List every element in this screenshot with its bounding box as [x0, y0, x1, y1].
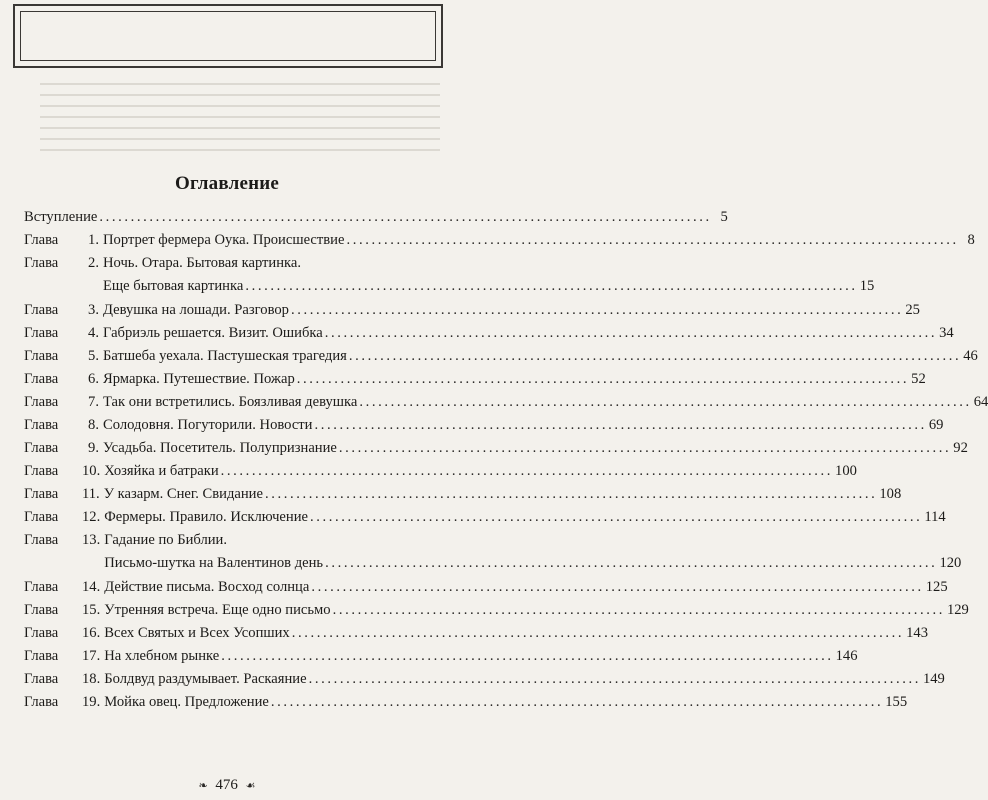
chapter-entry	[104, 622, 928, 645]
chapter-number: 16.	[82, 625, 101, 641]
toc-page-number: 69	[928, 417, 944, 433]
chapter-entry	[104, 668, 945, 691]
toc-page-number: 15	[859, 278, 875, 294]
chapter-entry-line	[104, 460, 857, 483]
toc-page-number: 108	[879, 486, 902, 502]
chapter-label: Глава	[24, 440, 59, 456]
ornament-left-icon: ❧	[198, 780, 208, 793]
chapter-title: Болдвуд раздумывает. Раскаяние	[104, 671, 307, 687]
chapter-label: Глава	[24, 671, 59, 687]
dot-leader: ..................................................................................................	[324, 325, 938, 341]
chapter-label: Глава	[24, 371, 59, 387]
chapter-title: Утренняя встреча. Еще одно письмо	[104, 602, 331, 618]
chapter-label: Глава	[24, 486, 59, 502]
toc-chapter-row[interactable]	[24, 668, 945, 691]
chapter-title: Всех Святых и Всех Усопших	[104, 625, 290, 641]
dot-leader: ..................................................................................................	[291, 625, 905, 641]
chapter-entry-line	[104, 529, 961, 552]
toc-chapter-row[interactable]	[24, 414, 944, 437]
chapter-entry-line	[103, 275, 874, 298]
toc-chapter-row[interactable]	[24, 252, 875, 299]
toc-chapter-list	[24, 229, 988, 714]
chapter-entry	[103, 414, 943, 437]
chapter-label: Глава	[24, 648, 59, 664]
chapter-label: Глава	[24, 255, 59, 271]
toc-page-number: 146	[835, 648, 858, 664]
toc-page-number: 100	[835, 463, 857, 479]
toc-intro-row[interactable]	[24, 206, 728, 229]
chapter-label: Глава	[24, 417, 59, 433]
chapter-label: Глава	[24, 394, 59, 410]
chapter-number: 6.	[88, 371, 99, 387]
chapter-entry	[103, 252, 874, 298]
toc-page-number: 129	[946, 602, 969, 618]
chapter-title: Гадание по Библии.	[104, 532, 228, 548]
bleed-line	[40, 83, 440, 85]
chapter-title: На хлебном рынке	[104, 648, 220, 664]
chapter-entry-line	[103, 299, 920, 322]
toc-page-number: 92	[953, 440, 968, 456]
chapter-entry-line	[104, 552, 961, 575]
dot-leader: ..................................................................................................	[332, 602, 945, 618]
chapter-title: Ярмарка. Путешествие. Пожар	[103, 371, 295, 387]
chapter-number: 3.	[88, 302, 99, 318]
chapter-entry	[104, 529, 961, 575]
chapter-label: Глава	[24, 579, 59, 595]
toc-chapter-row[interactable]	[24, 322, 954, 345]
chapter-number: 17.	[82, 648, 101, 664]
chapter-title: Габриэль решается. Визит. Ошибка	[103, 325, 323, 341]
bleed-line	[40, 116, 440, 118]
chapter-entry-line	[103, 437, 968, 460]
chapter-entry	[103, 391, 988, 414]
decorative-frame-inner	[20, 11, 436, 61]
chapter-number: 15.	[82, 602, 101, 618]
chapter-entry	[104, 506, 945, 529]
dot-leader: ..................................................................................................	[346, 232, 959, 248]
toc-page-number: 46	[963, 348, 978, 364]
chapter-entry-line	[104, 622, 928, 645]
dot-leader: ..................................................................................................	[290, 302, 904, 318]
chapter-entry-line	[104, 483, 902, 506]
toc-page-number: 114	[924, 509, 946, 525]
toc-chapter-row[interactable]	[24, 460, 857, 483]
chapter-number: 2.	[88, 255, 99, 271]
chapter-label: Глава	[24, 602, 59, 618]
chapter-title: Так они встретились. Боязливая девушка	[103, 394, 358, 410]
chapter-number: 18.	[82, 671, 101, 687]
chapter-entry-line	[103, 414, 943, 437]
toc-page-number: 143	[906, 625, 928, 641]
chapter-entry-line	[104, 691, 907, 714]
chapter-number: 10.	[82, 463, 101, 479]
toc-chapter-row[interactable]	[24, 506, 946, 529]
toc-page-number: 52	[911, 371, 926, 387]
chapter-entry	[104, 576, 947, 599]
dot-leader: ..................................................................................................	[348, 348, 962, 364]
chapter-entry	[104, 460, 857, 483]
chapter-entry-line	[103, 391, 988, 414]
chapter-entry-line	[104, 645, 857, 668]
decorative-frame	[13, 4, 443, 68]
toc-page-number: 125	[925, 579, 948, 595]
bleed-line	[40, 127, 440, 129]
chapter-label: Глава	[24, 509, 59, 525]
toc-page-number: 120	[939, 555, 962, 571]
chapter-title: Действие письма. Восход солнца	[104, 579, 310, 595]
toc-page-number: 5	[720, 209, 728, 225]
chapter-title: Солодовня. Погуторили. Новости	[103, 417, 313, 433]
toc-page-number: 64	[973, 394, 988, 410]
toc-chapter-row[interactable]	[24, 622, 928, 645]
dot-leader: ..................................................................................................	[359, 394, 972, 410]
chapter-title: Портрет фермера Оука. Происшествие	[103, 232, 345, 248]
toc-page-number: 25	[905, 302, 920, 318]
dot-leader: ..................................................................................................	[308, 671, 921, 687]
chapter-label: Глава	[24, 532, 59, 548]
dot-leader: ..................................................................................................	[338, 440, 952, 456]
toc-chapter-row[interactable]	[24, 368, 926, 391]
chapter-title: Хозяйка и батраки	[104, 463, 219, 479]
dot-leader: ..................................................................................................	[220, 463, 834, 479]
chapter-label: Глава	[24, 302, 59, 318]
toc-chapter-row[interactable]	[24, 229, 975, 252]
bleed-through-text	[40, 74, 440, 164]
chapter-title: Фермеры. Правило. Исключение	[104, 509, 308, 525]
chapter-entry-line	[104, 576, 947, 599]
chapter-title: У казарм. Снег. Свидание	[103, 486, 263, 502]
chapter-entry	[104, 645, 857, 668]
page-number: 476	[215, 777, 238, 793]
chapter-label: Глава	[24, 232, 59, 248]
dot-leader: ..................................................................................................	[314, 417, 927, 433]
table-of-contents	[24, 206, 988, 714]
dot-leader: ..................................................................................................	[221, 648, 834, 664]
chapter-number: 12.	[82, 509, 101, 525]
dot-leader: ..................................................................................................	[264, 486, 878, 502]
bleed-line	[40, 94, 440, 96]
chapter-label: Глава	[24, 325, 59, 341]
toc-chapter-row[interactable]	[24, 599, 969, 622]
chapter-entry	[103, 299, 920, 322]
chapter-entry	[103, 345, 978, 368]
dot-leader: ..................................................................................................	[270, 694, 884, 710]
bleed-line	[40, 105, 440, 107]
toc-chapter-row[interactable]	[24, 391, 988, 414]
chapter-number: 13.	[82, 532, 101, 548]
bleed-line	[40, 149, 440, 151]
toc-heading: Оглавление	[174, 173, 280, 194]
chapter-label: Глава	[24, 463, 59, 479]
chapter-number: 9.	[88, 440, 99, 456]
chapter-entry-line	[103, 368, 926, 391]
toc-page-number: 34	[939, 325, 954, 341]
chapter-label: Глава	[24, 625, 59, 641]
chapter-title: Мойка овец. Предложение	[104, 694, 269, 710]
chapter-entry	[104, 483, 902, 506]
chapter-number: 11.	[82, 486, 100, 502]
chapter-entry-line	[103, 345, 978, 368]
toc-chapter-row[interactable]	[24, 299, 920, 322]
chapter-entry-line	[103, 322, 954, 345]
chapter-entry	[103, 437, 968, 460]
chapter-number: 1.	[88, 232, 99, 248]
toc-chapter-row[interactable]	[24, 576, 948, 599]
chapter-number: 19.	[82, 694, 101, 710]
chapter-entry	[103, 229, 975, 252]
ornament-right-icon: ☙	[245, 780, 256, 793]
bleed-line	[40, 138, 440, 140]
chapter-title: Батшеба уехала. Пастушеская трагедия	[103, 348, 347, 364]
chapter-entry-line	[103, 229, 975, 252]
toc-chapter-row[interactable]	[24, 645, 858, 668]
chapter-title: Письмо-шутка на Валентинов день	[104, 555, 324, 571]
dot-leader: ..................................................................................................	[99, 209, 712, 225]
toc-intro-title: Вступление	[24, 209, 98, 225]
chapter-number: 4.	[88, 325, 99, 341]
chapter-entry-line	[103, 252, 874, 275]
dot-leader: ..................................................................................................	[311, 579, 924, 595]
chapter-title: Усадьба. Посетитель. Полупризнание	[103, 440, 337, 456]
toc-chapter-row[interactable]	[24, 437, 968, 460]
chapter-entry	[104, 691, 907, 714]
toc-chapter-row[interactable]	[24, 691, 908, 714]
chapter-number: 5.	[88, 348, 99, 364]
toc-page-number: 8	[967, 232, 975, 248]
chapter-number: 14.	[82, 579, 101, 595]
chapter-entry	[104, 599, 969, 622]
chapter-number: 8.	[88, 417, 99, 433]
page-footer	[0, 777, 454, 794]
toc-page-number: 155	[885, 694, 908, 710]
toc-page-number: 149	[922, 671, 945, 687]
toc-chapter-row[interactable]	[24, 345, 978, 368]
dot-leader: ..................................................................................................	[296, 371, 910, 387]
chapter-entry	[103, 368, 926, 391]
dot-leader: ..................................................................................................	[310, 509, 923, 525]
chapter-entry	[103, 322, 954, 345]
toc-chapter-row[interactable]	[24, 529, 962, 576]
chapter-entry-line	[104, 599, 969, 622]
chapter-label: Глава	[24, 348, 59, 364]
toc-chapter-row[interactable]	[24, 483, 902, 506]
chapter-entry-line	[104, 506, 945, 529]
chapter-label: Глава	[24, 694, 59, 710]
chapter-title: Девушка на лошади. Разговор	[103, 302, 289, 318]
chapter-number: 7.	[88, 394, 99, 410]
chapter-entry-line	[104, 668, 945, 691]
chapter-title: Ночь. Отара. Бытовая картинка.	[103, 255, 302, 271]
dot-leader: ..................................................................................................	[325, 555, 938, 571]
dot-leader: ..................................................................................................	[245, 278, 858, 294]
chapter-title: Еще бытовая картинка	[103, 278, 244, 294]
